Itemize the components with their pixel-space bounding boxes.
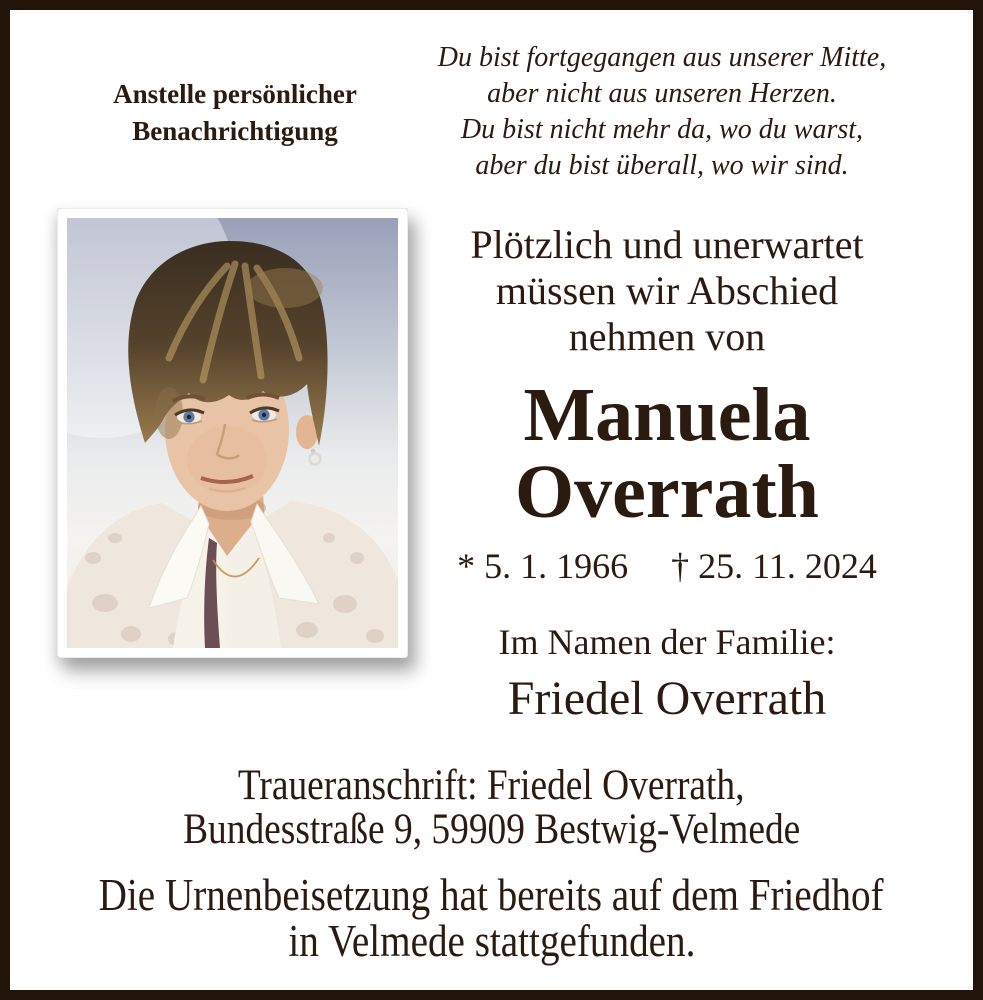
- portrait-photo: [57, 208, 408, 658]
- intro-line2: müssen wir Abschied: [495, 268, 839, 313]
- header-note-line2: Benachrichtigung: [132, 116, 338, 146]
- header-note-line1: Anstelle persönlicher: [113, 79, 357, 109]
- header-note: [70, 76, 400, 150]
- deceased-name-line1: Manuela: [523, 373, 811, 457]
- deceased-name-line2: Overrath: [515, 450, 819, 534]
- memorial-poem: [382, 40, 942, 184]
- family-name: Friedel Overrath: [507, 672, 827, 725]
- announcement: [392, 222, 942, 728]
- poem-line1: Du bist fortgegangen aus unserer Mitte,: [437, 42, 887, 73]
- burial-line2: in Velmede stattgefunden.: [288, 916, 695, 966]
- death-date: † 25. 11. 2024: [671, 546, 877, 586]
- mourning-address: [10, 764, 973, 852]
- birth-date: * 5. 1. 1966: [457, 546, 629, 586]
- life-dates: [392, 545, 942, 587]
- address-line1: Traueranschrift: Friedel Overrath,: [238, 762, 745, 809]
- poem-line2: aber nicht aus unseren Herzen.: [487, 78, 837, 109]
- intro-line3: nehmen von: [568, 314, 766, 359]
- deceased-name: [392, 373, 942, 534]
- burial-line1: Die Urnenbeisetzung hat bereits auf dem Friedhof: [99, 870, 884, 920]
- announcement-intro: [392, 222, 942, 360]
- family-label: Im Namen der Familie:: [498, 622, 836, 662]
- poem-line3: Du bist nicht mehr da, wo du warst,: [460, 114, 864, 145]
- address-line2: Bundesstraße 9, 59909 Bestwig-Velmede: [182, 806, 801, 853]
- burial-notice: [10, 872, 973, 964]
- intro-line1: Plötzlich und unerwartet: [470, 222, 864, 267]
- portrait-photo-graphic: [57, 208, 408, 658]
- poem-line4: aber du bist überall, wo wir sind.: [475, 150, 849, 181]
